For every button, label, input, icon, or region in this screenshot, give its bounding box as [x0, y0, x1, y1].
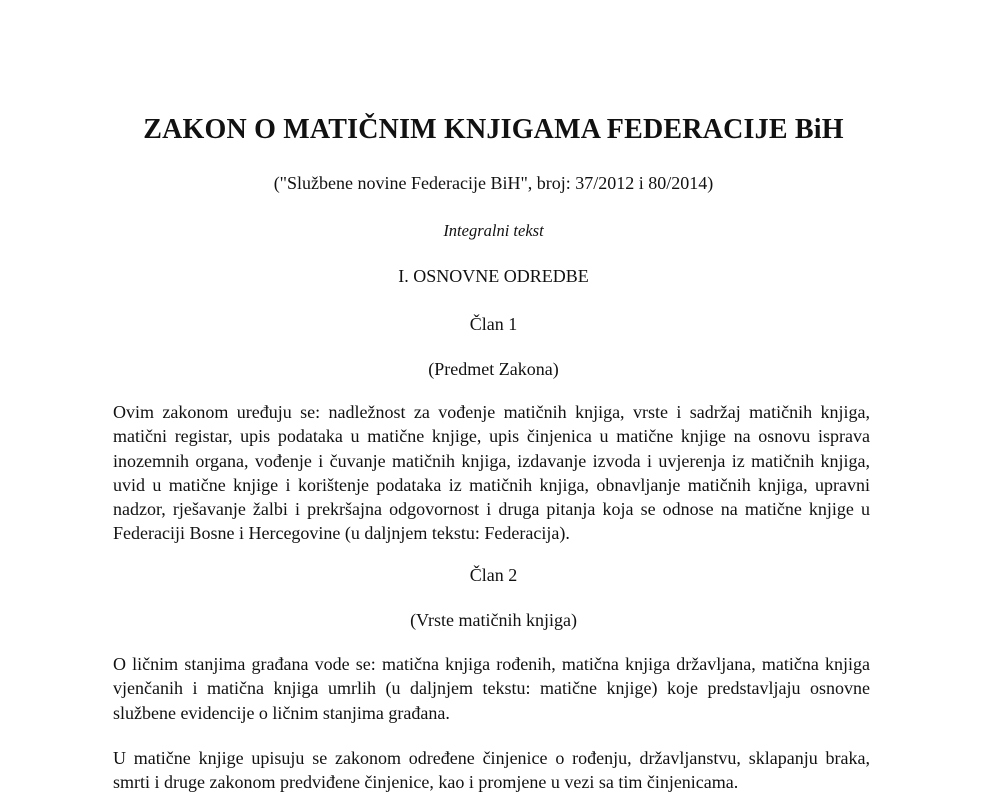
article-subject: (Vrste matičnih knjiga) — [410, 610, 577, 630]
section-heading: I. OSNOVNE ODREDBE — [398, 266, 589, 286]
text-type-label: Integralni tekst — [443, 221, 544, 240]
article-subject: (Predmet Zakona) — [428, 359, 559, 379]
article-paragraph: O ličnim stanjima građana vode se: matična knjiga rođenih, matična knjiga državljana, matična knjiga vjenčanih i matična knjiga umrlih (u daljnjem tekstu: matične knjige) koje predstavljaju osnovne službene evidencije o ličnim stanjima građana. — [113, 654, 870, 723]
article-heading: Član 1 — [469, 314, 518, 334]
article-heading: Član 2 — [469, 565, 518, 585]
article-paragraph: Ovim zakonom uređuju se: nadležnost za vođenje matičnih knjiga, vrste i sadržaj matičnih knjiga, matični registar, upis podataka u matične knjige, upis činjenica u matične knjige na osnovu isprava inozemnih organa, vođenje i čuvanje matičnih knjiga, izdavanje izvoda i uvjerenja iz matičnih knjiga, uvid u matične knjige i korištenje podataka iz matičnih knjiga, obnavljanje matičnih knjiga, upravni nadzor, rješavanje žalbi i prekršajna odgovornost i druga pitanja koja se odnose na matične knjige u Federaciji Bosne i Hercegovine (u daljnjem tekstu: Federacija). — [113, 402, 870, 544]
document-title: ZAKON O MATIČNIM KNJIGAMA FEDERACIJE BiH — [143, 114, 844, 145]
article-paragraph: U matične knjige upisuju se zakonom određene činjenice o rođenju, državljanstvu, sklapanju braka, smrti i druge zakonom predviđene činjenice, kao i promjene u vezi sa tim činjenicama. — [113, 748, 870, 793]
gazette-reference: ("Službene novine Federacije BiH", broj: 37/2012 i 80/2014) — [273, 173, 714, 193]
